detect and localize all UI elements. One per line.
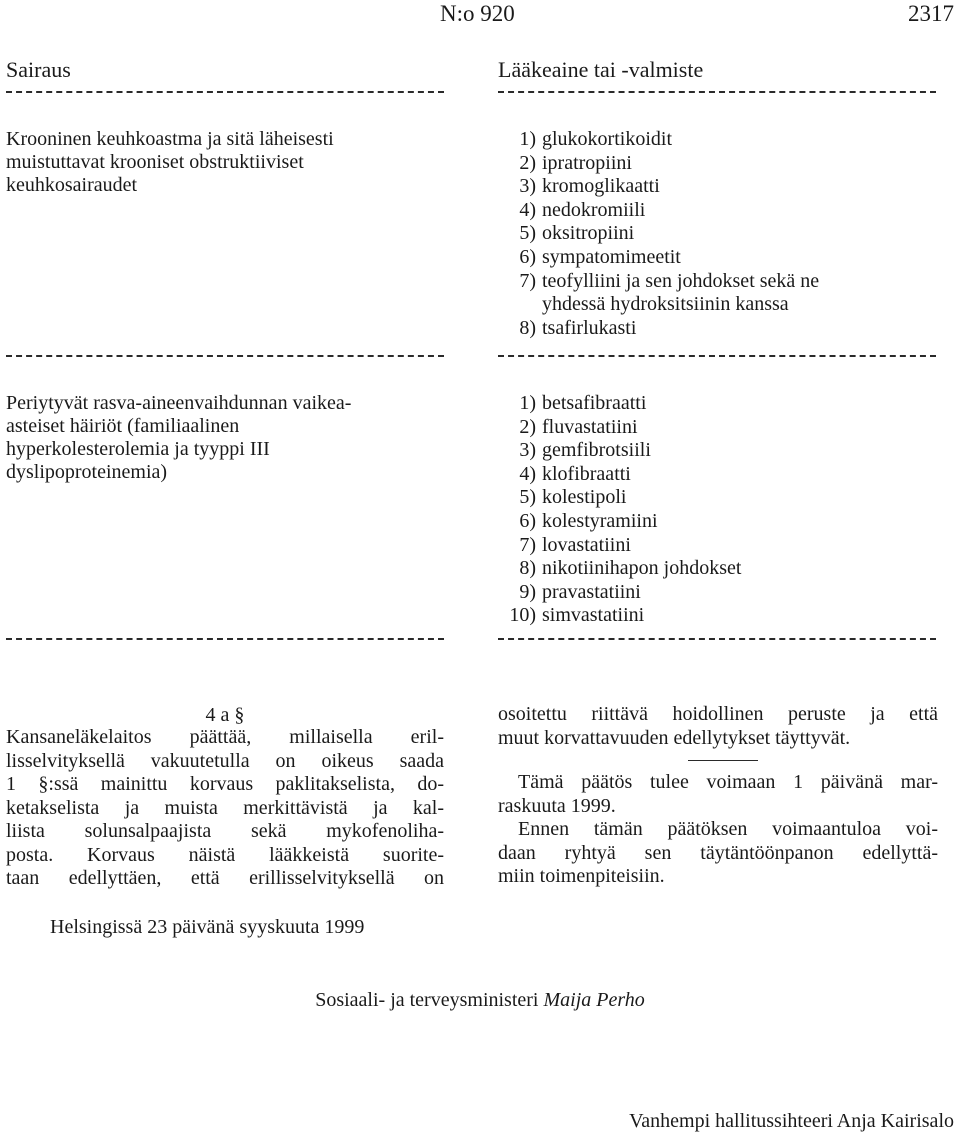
drug-item: 1) glukokortikoidit <box>519 128 672 150</box>
drug-item: 6) kolestyramiini <box>519 509 658 532</box>
paragraph-line: Ennen tämän päätöksen voimaantuloa voi- <box>518 818 938 840</box>
paragraph-line: posta. Korvaus näistä lääkkeistä suorite- <box>6 843 444 866</box>
disease-line: hyperkolesterolemia ja tyyppi III <box>6 438 270 460</box>
paragraph-line: taan edellyttäen, että erillisselvityksellä on <box>6 867 444 889</box>
drug-list <box>498 392 953 628</box>
paragraph-line: Kansaneläkelaitos päättää, millaisella eril- <box>6 726 444 748</box>
disease-line: keuhkosairaudet <box>6 174 138 196</box>
drug-item: 5) kolestipoli <box>519 486 627 509</box>
drug-item: 3) kromoglikaatti <box>519 175 660 198</box>
paragraph-line: Tämä päätös tulee voimaan 1 päivänä mar- <box>518 771 938 793</box>
drug-item: 4) klofibraatti <box>519 462 631 485</box>
paragraph-line: ketakselista ja muista merkittävistä ja kal- <box>6 796 444 819</box>
section-paragraph <box>6 726 444 891</box>
disease-cell <box>6 128 456 197</box>
drug-item: 2) fluvastatiini <box>519 415 638 438</box>
disease-line: dyslipoproteinemia) <box>6 461 168 483</box>
disease-line: muistuttavat krooniset obstruktiiviset <box>6 151 304 173</box>
paragraph-line: lisselvityksellä vakuutetulla on oikeus saada <box>6 749 444 772</box>
dashed-rule <box>6 91 444 93</box>
drug-item: 7) lovastatiini <box>519 533 631 556</box>
drug-item: 5) oksitropiini <box>519 222 635 245</box>
dashed-rule <box>6 638 444 640</box>
drug-item: 7) teofylliini ja sen johdokset sekä ne <box>519 269 820 292</box>
drug-item: 10) simvastatiini <box>509 604 645 627</box>
minister-title: Sosiaali- ja terveysministeri <box>315 989 539 1011</box>
column-heading-disease: Sairaus <box>6 57 71 82</box>
disease-cell <box>6 392 456 484</box>
drug-item: 8) tsafirlukasti <box>519 316 637 339</box>
drug-item: 4) nedokromiili <box>519 198 646 221</box>
paragraph-line: osoitettu riittävä hoidollinen peruste ja että <box>498 703 938 725</box>
signature-date: Helsingissä 23 päivänä syyskuuta 1999 <box>50 916 365 938</box>
statute-number: N:o 920 <box>440 1 515 26</box>
section-paragraph-continued <box>498 703 938 889</box>
section-heading: 4 a § <box>205 704 245 726</box>
disease-line: asteiset häiriöt (familiaalinen <box>6 415 240 437</box>
dashed-rule <box>498 638 936 640</box>
paragraph-line: muut korvattavuuden edellytykset täyttyvät. <box>498 726 851 749</box>
dashed-rule <box>498 91 936 93</box>
drug-item: 3) gemfibrotsiili <box>519 439 651 462</box>
paragraph-line: raskuuta 1999. <box>498 794 616 817</box>
dashed-rule <box>498 355 936 357</box>
drug-item: 8) nikotiinihapon johdokset <box>519 557 742 580</box>
column-heading-drug: Lääkeaine tai -valmiste <box>498 57 704 82</box>
page-number: 2317 <box>908 1 954 26</box>
drug-item-continuation: yhdessä hydroksitsiinin kanssa <box>542 293 789 316</box>
paragraph-line: liista solunsalpaajista sekä mykofenoliha- <box>6 820 444 842</box>
minister-signature <box>0 988 960 1012</box>
paragraph-line: 1 §:ssä mainittu korvaus paklitakselista, do- <box>6 773 444 795</box>
disease-line: Periytyvät rasva-aineenvaihdunnan vaikea- <box>6 392 352 414</box>
section-divider <box>688 760 758 761</box>
drug-item: 9) pravastatiini <box>519 580 641 603</box>
official-signature: Vanhempi hallitussihteeri Anja Kairisalo <box>629 1110 954 1132</box>
drug-item: 6) sympatomimeetit <box>519 245 681 268</box>
minister-name: Maija Perho <box>543 989 645 1011</box>
dashed-rule <box>6 355 444 357</box>
drug-item: 1) betsafibraatti <box>519 392 647 414</box>
drug-item: 2) ipratropiini <box>519 151 632 174</box>
paragraph-line: daan ryhtyä sen täytäntöönpanon edellyttä- <box>498 841 938 864</box>
paragraph-line: miin toimenpiteisiin. <box>498 865 665 887</box>
disease-line: Krooninen keuhkoastma ja sitä läheisesti <box>6 128 334 150</box>
drug-list <box>498 128 953 340</box>
